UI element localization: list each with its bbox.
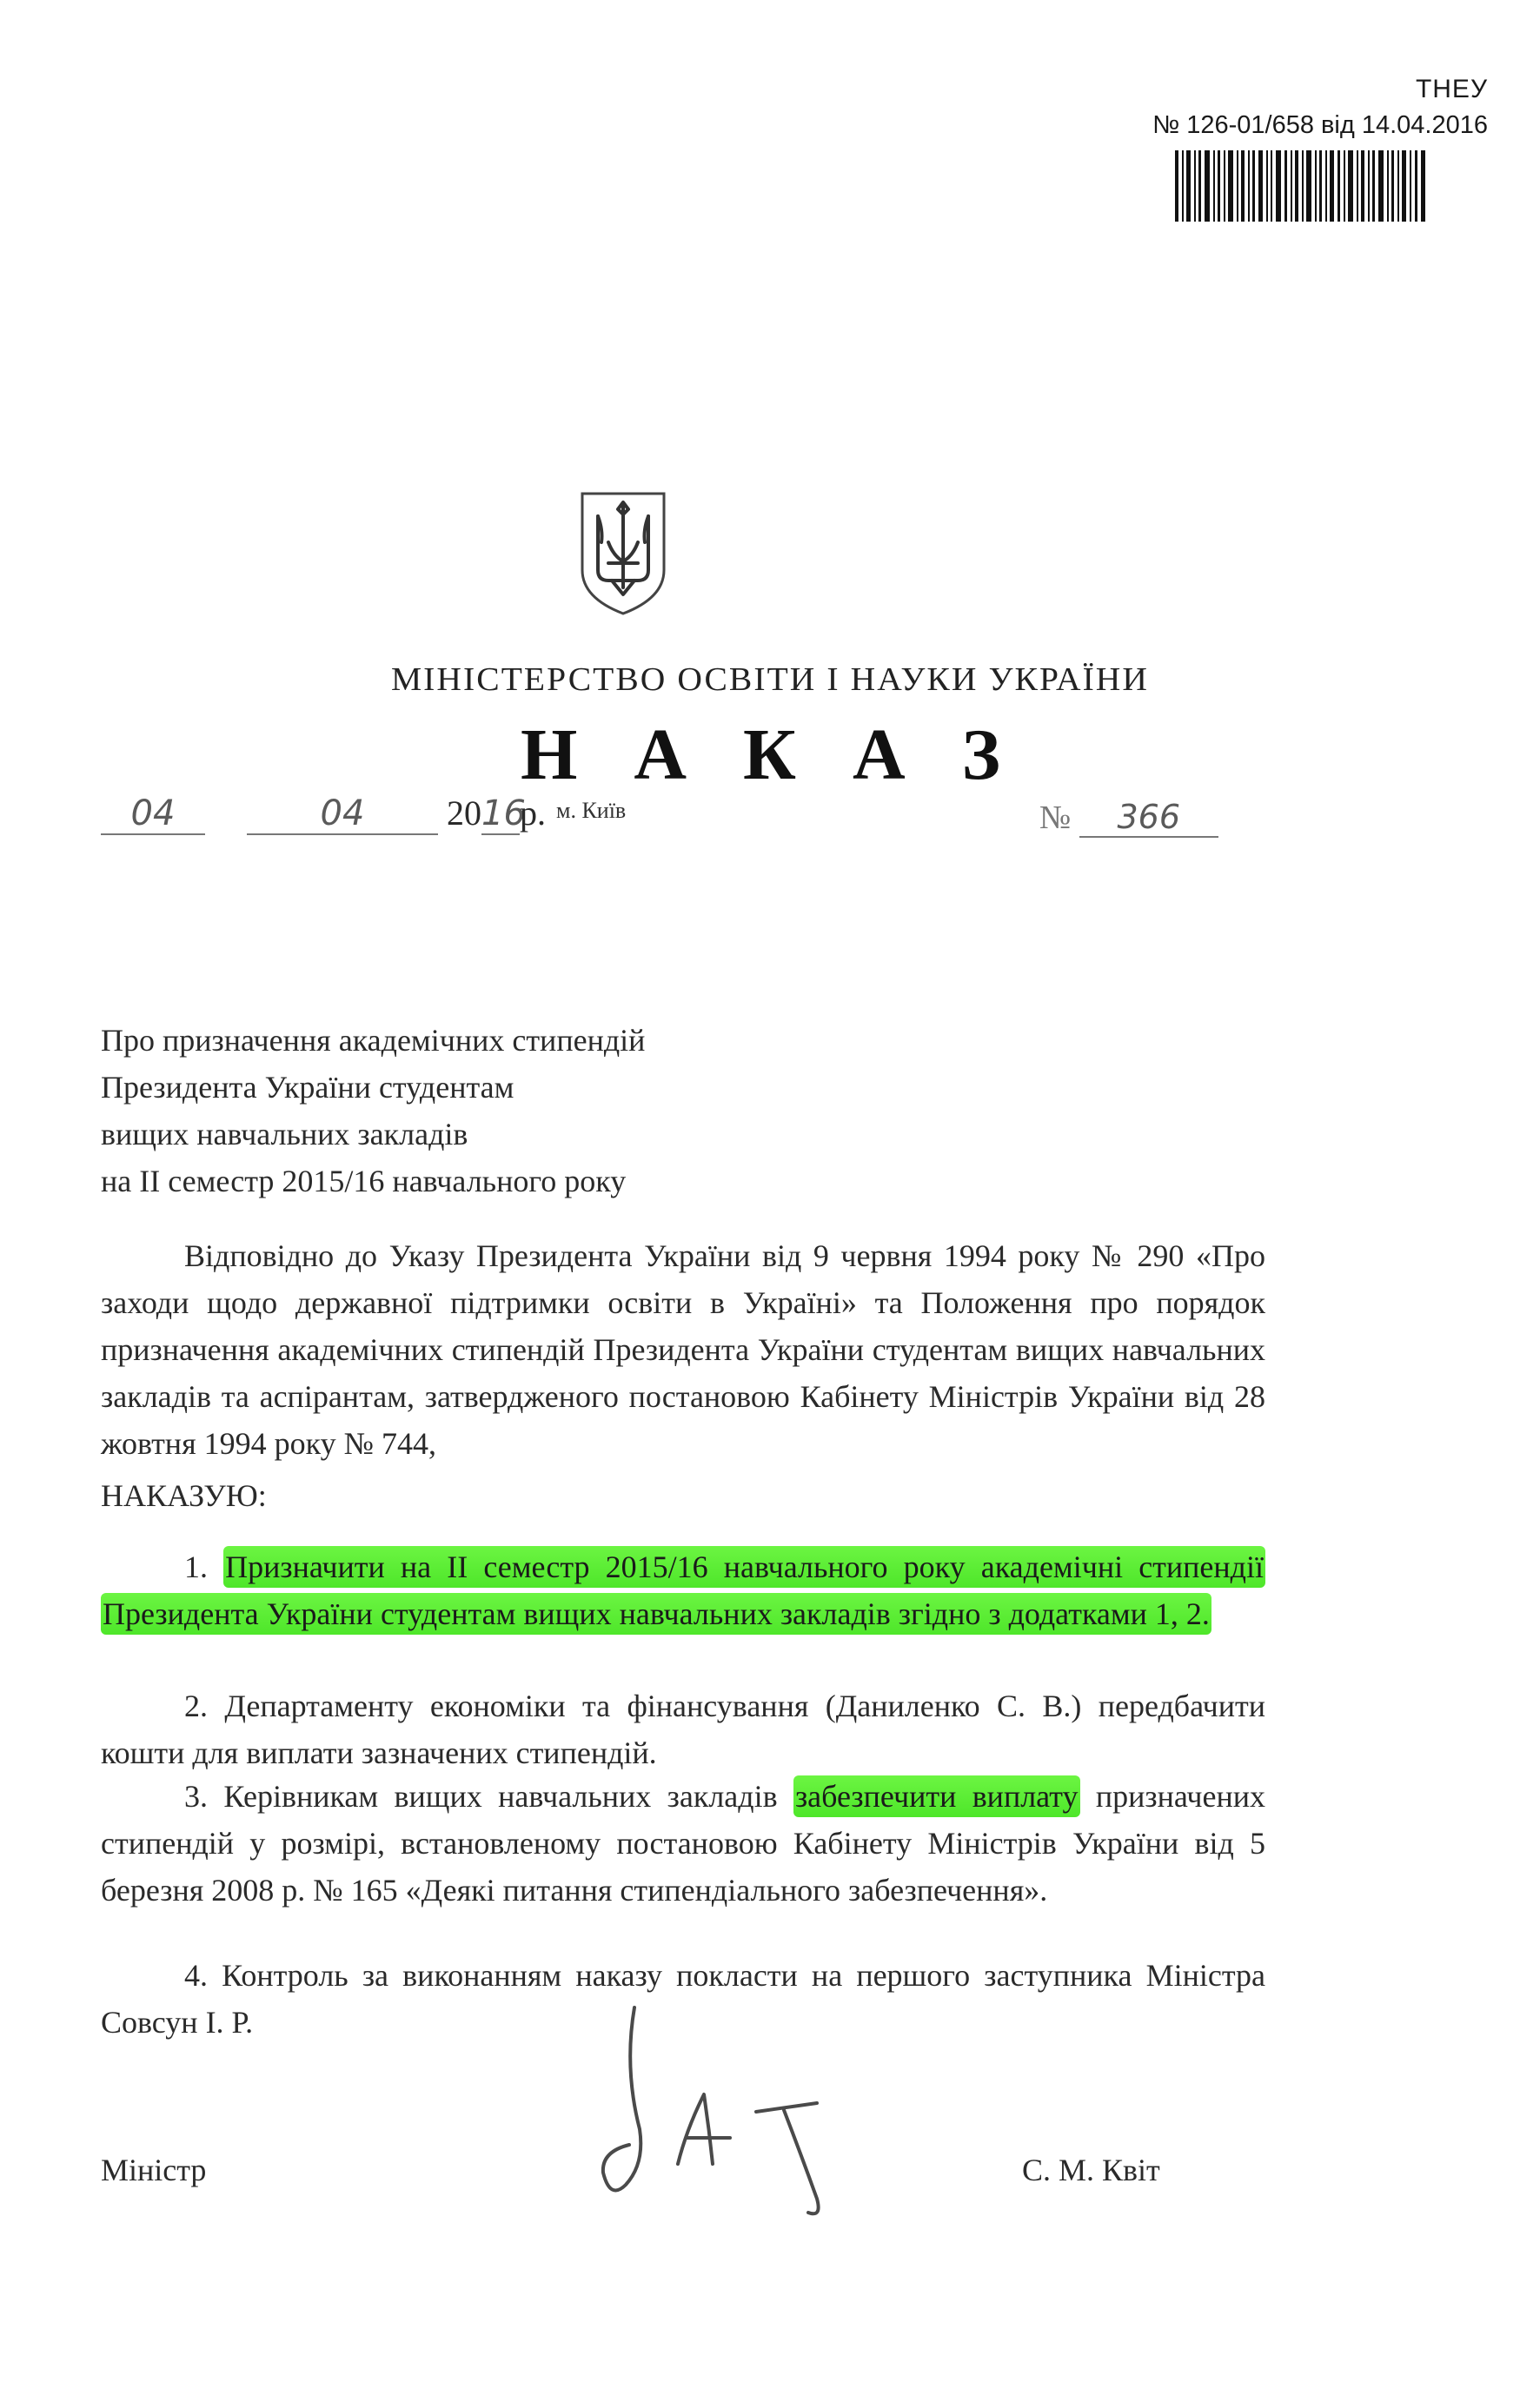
item1-highlighted-text: Призначити на ІІ семестр 2015/16 навчального року академічні стипендії Президента України студентам вищих навчальних закладів згідно з додатками 1, 2. xyxy=(101,1546,1265,1635)
order-item-2: 2. Департаменту економіки та фінансування (Даниленко С. В.) передбачити кошти для виплати зазначених стипендій. xyxy=(101,1689,1265,1770)
subject-line: на ІІ семестр 2015/16 навчального року xyxy=(101,1164,627,1198)
date-unit: р. xyxy=(520,793,546,833)
order-number xyxy=(1039,798,1218,838)
item1-number: 1. xyxy=(184,1550,208,1584)
order-item-4: 4. Контроль за виконанням наказу покласти на першого заступника Міністра Совсун І. Р. xyxy=(101,1958,1265,2040)
signatory-title: Міністр xyxy=(101,2153,207,2187)
subject-line: вищих навчальних закладів xyxy=(101,1117,468,1151)
ministry-name: МІНІСТЕРСТВО ОСВІТИ І НАУКИ УКРАЇНИ xyxy=(390,661,1150,698)
order-date xyxy=(101,793,546,835)
item3-text-end: призначених стипендій у розмірі, встановленому постановою Кабінету Міністрів України від 5 березня 2008 р. № 165 «Деякі питання стипендіального забезпечення». xyxy=(101,1779,1266,1908)
date-year-suffix: 16 xyxy=(481,793,526,833)
item3-highlighted-text: забезпечити виплату xyxy=(793,1775,1080,1817)
subject-line: Президента України студентам xyxy=(101,1070,514,1105)
date-year-prefix: 20 xyxy=(447,793,481,833)
order-subject xyxy=(101,1017,645,1204)
date-day: 04 xyxy=(101,793,205,835)
number-value: 366 xyxy=(1079,798,1218,838)
barcode-icon xyxy=(1175,150,1427,222)
number-prefix: № xyxy=(1039,800,1072,836)
stamp-organization: ТНЕУ xyxy=(1415,75,1488,103)
order-title: Н А К А З xyxy=(521,714,1019,795)
preamble-paragraph: Відповідно до Указу Президента України від 9 червня 1994 року № 290 «Про заходи щодо державної підтримки освіти в Україні» та Положення про порядок призначення академічних стипендій Президента України студентам вищих навчальних закладів та аспірантам, затвердженого постановою Кабінету Міністрів України від 28 жовтня 1994 року № 744, xyxy=(101,1238,1265,1461)
item3-text-start: 3. Керівникам вищих навчальних закладів xyxy=(184,1779,778,1814)
nakazuyu-heading: НАКАЗУЮ: xyxy=(101,1478,267,1513)
order-item-1 xyxy=(101,1543,1265,1637)
tryzub-coat-of-arms-icon xyxy=(577,490,669,617)
order-item-3 xyxy=(101,1773,1265,1914)
handwritten-signature xyxy=(556,1999,939,2225)
stamp-registration-number: № 126-01/658 від 14.04.2016 xyxy=(1152,111,1488,139)
city: м. Київ xyxy=(556,798,627,823)
signatory-name: С. М. Квіт xyxy=(1022,2153,1160,2187)
registration-stamp xyxy=(1036,75,1488,226)
subject-line: Про призначення академічних стипендій xyxy=(101,1023,646,1058)
date-month: 04 xyxy=(247,793,438,835)
